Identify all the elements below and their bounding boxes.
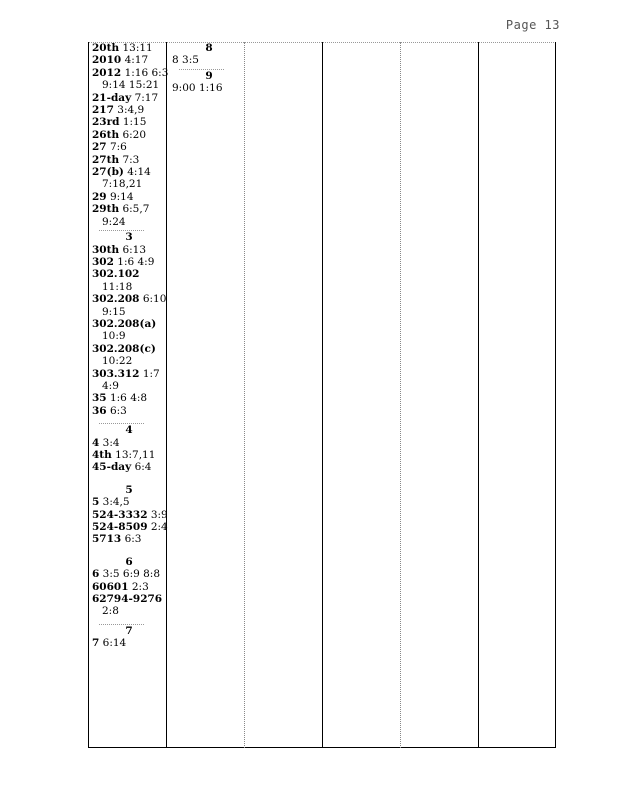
- index-entry: 2010 4:17: [92, 54, 149, 67]
- column-divider: [88, 42, 89, 748]
- index-entry: 302 1:6 4:9: [92, 255, 155, 268]
- index-entry: 29 9:14: [92, 190, 134, 203]
- index-entry: 217 3:4,9: [92, 104, 145, 117]
- page-number: Page 13: [505, 18, 560, 32]
- index-entry-continuation: 4:9: [102, 379, 119, 392]
- index-entry: 2012 1:16 6:3: [92, 66, 169, 79]
- index-entry-continuation: 10:9: [102, 330, 126, 343]
- index-entry: 302.102: [92, 268, 140, 281]
- index-entry-continuation: 7:18,21: [102, 178, 143, 191]
- index-entry: 45-day 6:4: [92, 461, 152, 474]
- section-heading: 9: [205, 69, 213, 82]
- section-heading: 7: [125, 624, 133, 637]
- index-entry-continuation: 9:14 15:21: [102, 79, 160, 92]
- column-divider: [555, 42, 556, 748]
- index-entry-continuation: 9:24: [102, 215, 126, 228]
- index-entry: 8 3:5: [172, 54, 199, 67]
- index-entry: 27 7:6: [92, 141, 127, 154]
- index-entry: 4 3:4: [92, 436, 120, 449]
- index-entry: 5713 6:3: [92, 533, 142, 546]
- index-entry: 6 3:5 6:9 8:8: [92, 568, 161, 581]
- index-column-1: [92, 42, 169, 650]
- section-heading: 6: [125, 555, 133, 568]
- section-heading: 4: [125, 424, 133, 437]
- index-entry: 303.312 1:7: [92, 367, 160, 380]
- index-entry-continuation: 10:22: [102, 355, 133, 368]
- section-heading: 3: [125, 231, 133, 244]
- index-entry: 5 3:4,5: [92, 496, 130, 509]
- column-divider: [322, 42, 323, 748]
- column-divider: [478, 42, 479, 748]
- index-entry: 30th 6:13: [92, 243, 147, 256]
- index-entry: 29th 6:5,7: [92, 203, 150, 216]
- index-entry: 60601 2:3: [92, 580, 149, 593]
- index-entry-continuation: 9:15: [102, 305, 126, 318]
- index-entry-continuation: 11:18: [102, 280, 133, 293]
- index-entry: 9:00 1:16: [172, 82, 223, 95]
- index-entry: 20th 13:11: [92, 42, 153, 54]
- section-heading: 5: [125, 483, 133, 496]
- index-entry: 62794-9276: [92, 593, 163, 606]
- index-column-2: [172, 42, 246, 95]
- index-entry: 26th 6:20: [92, 128, 147, 141]
- index-entry: 36 6:3: [92, 404, 127, 417]
- column-divider: [400, 42, 401, 748]
- index-entry: 35 1:6 4:8: [92, 392, 148, 405]
- section-heading: 8: [205, 42, 213, 54]
- index-entry: 7 6:14: [92, 637, 127, 650]
- index-entry: 4th 13:7,11: [92, 449, 156, 461]
- index-table: [88, 42, 556, 748]
- index-entry: 27th 7:3: [92, 153, 140, 166]
- index-entry: 524-8509 2:4: [92, 521, 168, 534]
- index-entry: 524-3332 3:9: [92, 508, 168, 521]
- index-entry: 302.208(a): [92, 317, 157, 330]
- index-entry-continuation: 2:8: [102, 605, 119, 618]
- index-entry: 27(b) 4:14: [92, 166, 151, 179]
- column-divider: [244, 42, 245, 748]
- column-divider: [166, 42, 167, 748]
- index-entry: 302.208 6:10: [92, 293, 167, 306]
- index-entry: 23rd 1:15: [92, 116, 147, 129]
- index-entry: 302.208(c): [92, 342, 156, 355]
- index-entry: 21-day 7:17: [92, 91, 159, 104]
